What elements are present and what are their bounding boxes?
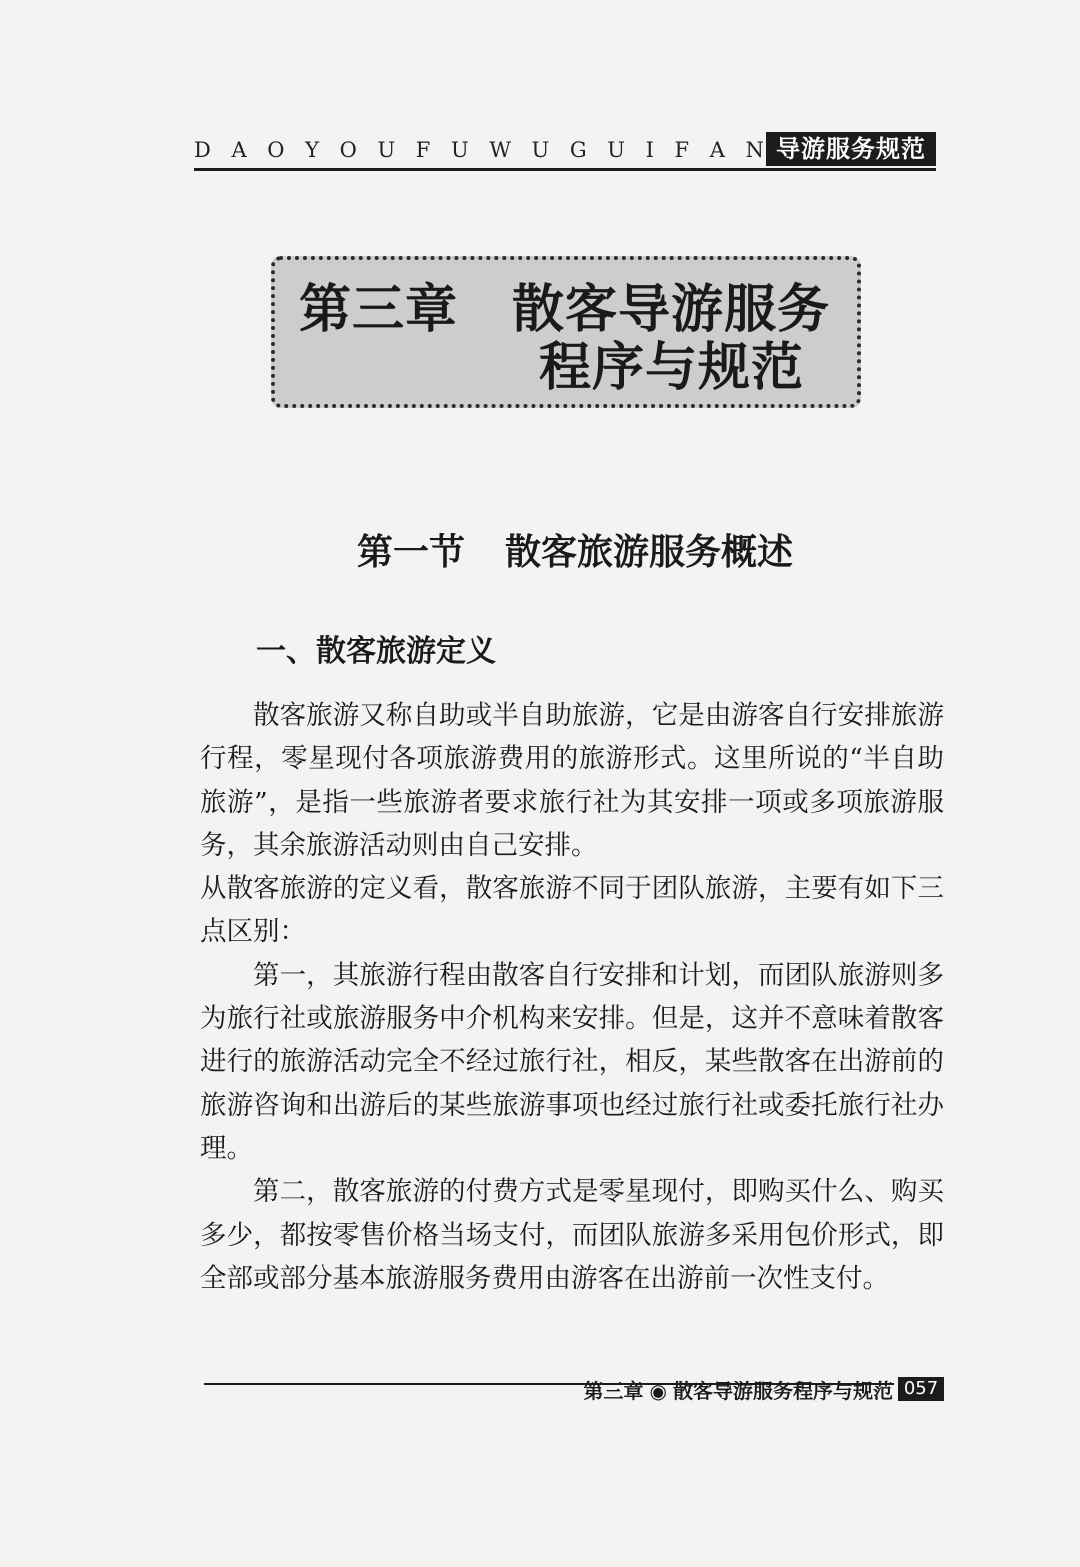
section-heading xyxy=(0,528,1080,576)
header-letter: F xyxy=(415,138,431,162)
chapter-title-box xyxy=(271,256,861,408)
header-divider xyxy=(194,168,936,171)
paragraph: 第一，其旅游行程由散客自行安排和计划，而团队旅游则多为旅行社或旅游服务中介机构来安排。但是，这并不意味着散客进行的旅游活动完全不经过旅行社，相反，某些散客在出游前的旅游咨询和出游后的某些旅游事项也经过旅行社或委托旅行社办理。 xyxy=(200,959,944,1164)
header-book-title: 导游服务规范 xyxy=(766,132,936,166)
header-letter: F xyxy=(674,138,690,162)
chapter-number: 第三章 xyxy=(299,280,459,340)
page-number: 057 xyxy=(898,1377,944,1401)
header-letter: U xyxy=(377,138,396,162)
paragraph: 第二，散客旅游的付费方式是零星现付，即购买什么、购买多少，都按零售价格当场支付，而团队旅游多采用包价形式，即全部或部分基本旅游服务费用由游客在出游前一次性支付。 xyxy=(200,1176,944,1294)
chapter-title-line2: 程序与规范 xyxy=(539,338,805,398)
header-letter: A xyxy=(709,138,725,162)
running-header xyxy=(194,132,936,170)
header-pinyin-letters xyxy=(194,138,764,162)
header-letter: A xyxy=(231,138,247,162)
header-letter: U xyxy=(607,138,625,162)
header-letter: W xyxy=(489,138,511,162)
paragraph: 从散客旅游的定义看，散客旅游不同于团队旅游，主要有如下三点区别： xyxy=(200,873,944,948)
header-letter: I xyxy=(645,138,654,162)
section-number: 第一节 xyxy=(356,531,465,573)
header-letter: Y xyxy=(305,138,319,162)
footer-chapter-label: 第三章 xyxy=(583,1379,644,1403)
bullet-icon: ◉ xyxy=(649,1379,667,1403)
chapter-title-line1 xyxy=(299,280,830,340)
running-footer xyxy=(584,1376,893,1406)
subsection-heading: 一、散客旅游定义 xyxy=(256,634,496,669)
section-title: 散客旅游服务概述 xyxy=(505,531,794,573)
header-letter: O xyxy=(267,138,285,162)
body-text xyxy=(200,694,944,1300)
paragraph: 散客旅游又称自助或半自助旅游，它是由游客自行安排旅游行程，零星现付各项旅游费用的旅游形式。这里所说的“半自助旅游”，是指一些旅游者要求旅行社为其安排一项或多项旅游服务，其余旅游活动则由自己安排。 xyxy=(200,700,944,861)
header-letter: G xyxy=(569,138,587,162)
header-letter: D xyxy=(194,138,211,162)
footer-chapter-title: 散客导游服务程序与规范 xyxy=(673,1379,893,1403)
header-letter: O xyxy=(339,138,357,162)
header-letter: U xyxy=(450,138,469,162)
header-letter: N xyxy=(745,138,764,162)
header-letter: U xyxy=(531,138,550,162)
chapter-title-part1: 散客导游服务 xyxy=(512,280,831,340)
